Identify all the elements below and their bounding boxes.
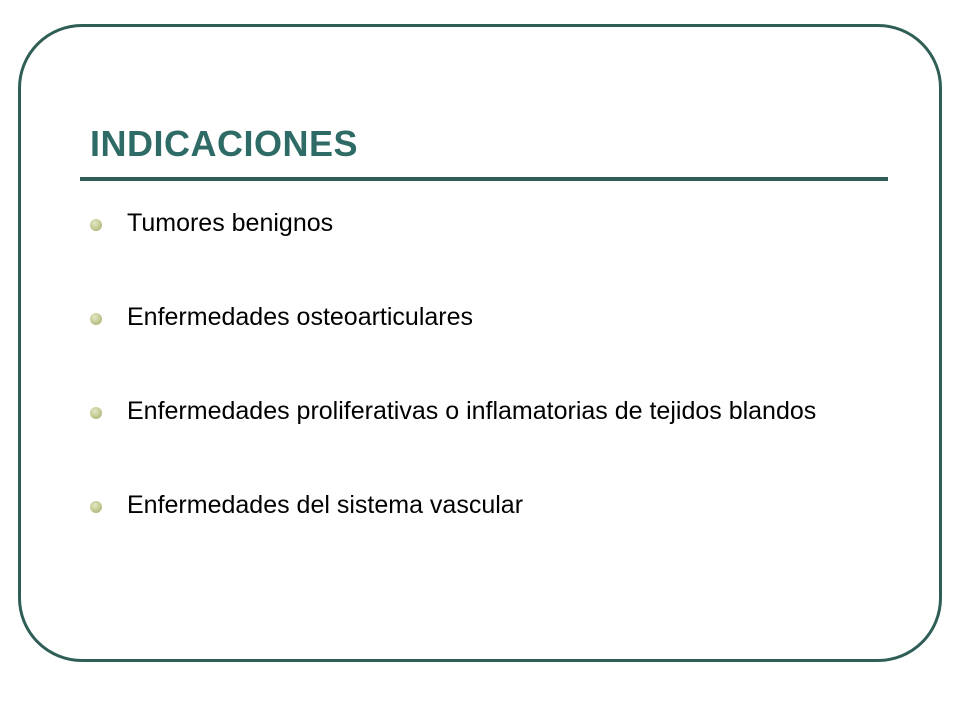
bullet-text: Enfermedades osteoarticulares [127,303,474,331]
bullet-list [90,207,922,522]
bullet-item-enfermedades-osteoarticulares [90,301,922,334]
bullet-dot-icon [90,407,102,419]
bullet-item-enfermedades-proliferativas [90,395,922,428]
bullet-item-tumores-benignos [90,207,922,240]
bullet-dot-icon [90,501,102,513]
bullet-dot-icon [90,313,102,325]
slide-title: INDICACIONES [90,123,359,164]
bullet-text: Tumores benignos [127,209,334,237]
bullet-text: Enfermedades proliferativas o inflamatorias de tejidos blandos [127,397,817,425]
bullet-item-enfermedades-vasculares [90,489,922,522]
bullet-dot-icon [90,219,102,231]
bullet-text: Enfermedades del sistema vascular [127,491,524,519]
title-underline [80,177,888,181]
